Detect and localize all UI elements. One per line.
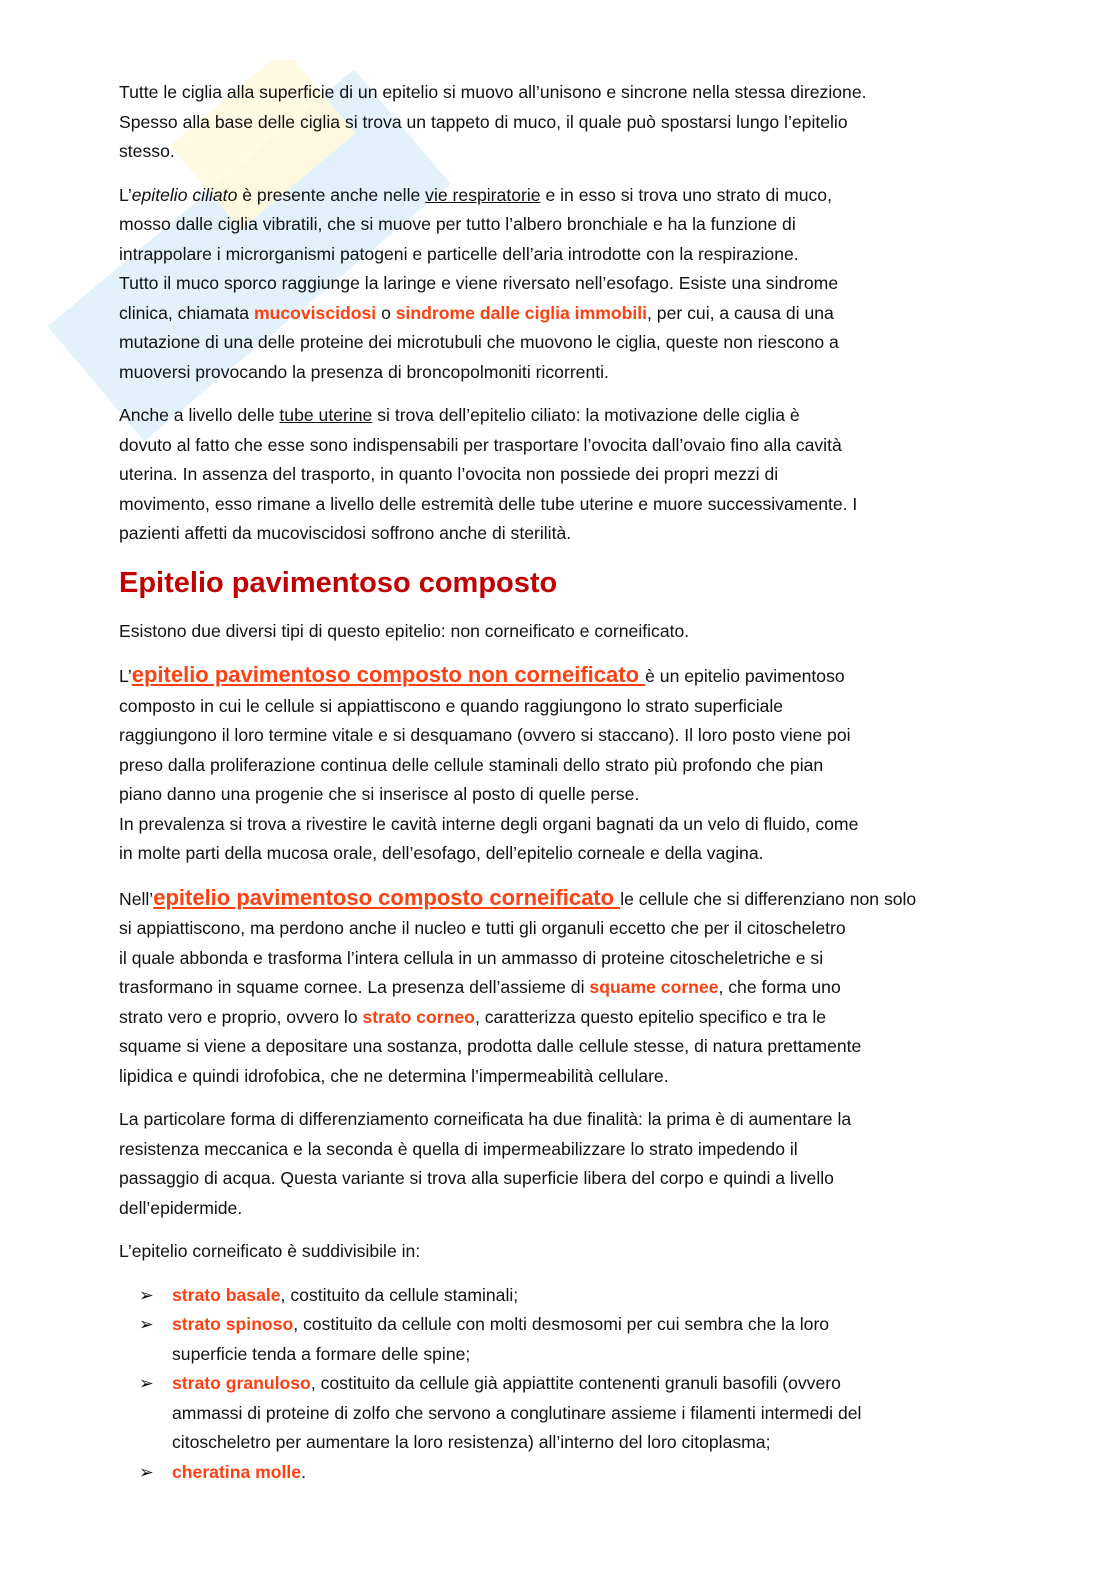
highlighted-term: sindrome dalle ciglia immobili — [395, 302, 648, 323]
text-run: dell’epidermide. — [119, 1197, 243, 1218]
highlighted-term: squame cornee — [589, 977, 719, 997]
text-line — [119, 1062, 1019, 1092]
text-run: trasformano in squame cornee. La presenza dell’assieme di — [119, 977, 590, 997]
text-line — [119, 1164, 1019, 1194]
text-run: intrappolare i microrganismi patogeni e particelle dell’aria introdotte con la respirazione. — [119, 243, 799, 264]
text-run: Spesso alla base delle ciglia si trova un tappeto di muco, il quale può spostarsi lungo l’epitelio — [119, 111, 848, 132]
text-line — [119, 780, 1019, 810]
text-line — [172, 1310, 1019, 1340]
text-run: Tutte le ciglia alla superficie di un epitelio si muovo all’unisono e sincrone nella stessa direzione. — [119, 82, 867, 102]
text-line — [119, 692, 1019, 722]
text-line — [172, 1399, 1019, 1429]
document-body — [119, 78, 1019, 1487]
text-line — [119, 240, 1019, 270]
list-item — [119, 1310, 1019, 1369]
text-run: si trova dell’epitelio ciliato: la motivazione delle ciglia è — [372, 405, 800, 425]
text-line — [119, 181, 1019, 211]
highlighted-term: epitelio pavimentoso composto non corneificato — [131, 662, 646, 687]
text-run: o — [376, 302, 396, 323]
bullet-list — [119, 1281, 1019, 1488]
highlighted-term: strato basale — [172, 1284, 281, 1305]
paragraph — [119, 883, 1019, 1092]
text-run: ammassi di proteine di zolfo che servono a conglutinare assieme i filamenti intermedi del — [172, 1402, 862, 1423]
highlighted-term: strato corneo — [362, 1006, 475, 1027]
list-item — [119, 1281, 1019, 1311]
text-line — [119, 78, 1019, 108]
text-line — [119, 751, 1019, 781]
text-run: strato vero e proprio, ovvero lo — [119, 1006, 363, 1027]
text-run: piano danno una progenie che si inserisce al posto di quelle perse. — [119, 784, 640, 804]
text-run: mutazione di una delle proteine dei microtubuli che muovono le ciglia, queste non riescono a — [119, 332, 839, 352]
paragraph — [119, 181, 1019, 388]
text-run: , per cui, a causa di una — [647, 302, 834, 323]
paragraph — [119, 1237, 1019, 1267]
text-run: lipidica e quindi idrofobica, che ne determina l’impermeabilità cellulare. — [119, 1065, 669, 1086]
text-run: le cellule che si differenziano non solo — [620, 888, 917, 909]
text-run: L’epitelio corneificato è suddivisibile in: — [119, 1241, 421, 1261]
text-line — [119, 519, 1019, 549]
list-item — [119, 1458, 1019, 1488]
list-item — [119, 1369, 1019, 1458]
text-line — [172, 1458, 1019, 1488]
text-line — [119, 1003, 1019, 1033]
text-run: , caratterizza questo epitelio specifico e tra le — [474, 1006, 827, 1027]
text-line — [119, 108, 1019, 138]
text-line — [172, 1281, 1019, 1311]
arrow-bullet-icon: ➢ — [139, 1284, 154, 1305]
text-run: muoversi provocando la presenza di broncopolmoniti ricorrenti. — [119, 361, 609, 382]
paragraph — [119, 78, 1019, 167]
text-line — [119, 328, 1019, 358]
text-line — [119, 1032, 1019, 1062]
text-run: Anche a livello delle — [119, 405, 280, 425]
text-line — [119, 617, 1019, 647]
text-line — [119, 944, 1019, 974]
text-line — [119, 914, 1019, 944]
text-run: , costituito da cellule con molti desmosomi per cui sembra che la loro — [293, 1314, 830, 1334]
paragraph — [119, 660, 1019, 869]
text-line — [119, 358, 1019, 388]
text-run: squame si viene a depositare una sostanza, prodotta dalle cellule stesse, di natura prettamente — [119, 1036, 862, 1056]
text-run: superficie tenda a formare delle spine; — [172, 1343, 471, 1364]
text-run: , costituito da cellule già appiattite contenenti granuli basofili (ovvero — [310, 1373, 841, 1393]
text-line — [119, 401, 1019, 431]
text-run: stesso. — [119, 141, 175, 161]
text-line — [119, 431, 1019, 461]
text-run: . — [301, 1461, 306, 1482]
text-run: dovuto al fatto che esse sono indispensabili per trasportare l’ovocita dall’ovaio fino alla cavità — [119, 434, 842, 455]
text-line — [119, 721, 1019, 751]
text-run: è presente anche nelle — [237, 184, 426, 205]
text-line — [119, 1105, 1019, 1135]
text-run: , che forma uno — [718, 977, 841, 997]
section-heading: Epitelio pavimentoso composto — [119, 566, 558, 599]
text-line — [119, 299, 1019, 329]
text-run: resistenza meccanica e la seconda è quella di impermeabilizzare lo strato impedendo il — [119, 1138, 798, 1159]
text-run: preso dalla proliferazione continua delle cellule staminali dello strato più profondo che pian — [119, 754, 824, 775]
arrow-bullet-icon: ➢ — [139, 1461, 154, 1482]
highlighted-term: cheratina molle — [172, 1461, 302, 1482]
text-line — [119, 839, 1019, 869]
text-run: La particolare forma di differenziamento corneificata ha due finalità: la prima è di aumentare la — [119, 1109, 852, 1129]
text-line — [119, 210, 1019, 240]
text-run: , costituito da cellule staminali; — [280, 1284, 519, 1305]
highlighted-term: epitelio pavimentoso composto corneificato — [153, 884, 621, 910]
text-run: Tutto il muco sporco raggiunge la laringe e viene riversato nell’esofago. Esiste una sindrome — [119, 273, 839, 293]
underlined-term: tube uterine — [279, 405, 373, 425]
text-line — [119, 269, 1019, 299]
text-run: composto in cui le cellule si appiattiscono e quando raggiungono lo strato superficiale — [119, 695, 784, 716]
text-line — [119, 460, 1019, 490]
text-line — [119, 1237, 1019, 1267]
text-line — [119, 660, 1019, 692]
text-line — [119, 1135, 1019, 1165]
text-run: Nell’ — [119, 888, 154, 909]
text-line — [119, 883, 1019, 915]
text-run: il quale abbonda e trasforma l’intera cellula in un ammasso di proteine citoscheletriche e si — [119, 947, 824, 968]
text-run: e in esso si trova uno strato di muco, — [540, 184, 832, 205]
text-run: uterina. In assenza del trasporto, in quanto l’ovocita non possiede dei propri mezzi di — [119, 464, 779, 484]
paragraph — [119, 401, 1019, 549]
text-run: raggiungono il loro termine vitale e si desquamano (ovvero si staccano). Il loro posto viene poi — [119, 725, 851, 745]
highlighted-term: strato granuloso — [172, 1373, 311, 1393]
text-run: In prevalenza si trova a rivestire le cavità interne degli organi bagnati da un velo di fluido, come — [119, 813, 859, 834]
text-line — [172, 1340, 1019, 1370]
text-run: in molte parti della mucosa orale, dell’esofago, dell’epitelio corneale e della vagina. — [119, 843, 764, 863]
text-run: clinica, chiamata — [119, 302, 254, 323]
arrow-bullet-icon: ➢ — [139, 1373, 154, 1393]
text-line — [172, 1428, 1019, 1458]
text-run: L’ — [119, 666, 132, 686]
italic-term: epitelio ciliato — [131, 184, 238, 205]
text-run: mosso dalle ciglia vibratili, che si muove per tutto l’albero bronchiale e ha la funzione di — [119, 214, 796, 234]
text-run: movimento, esso rimane a livello delle estremità delle tube uterine e muore successivamente. I — [119, 493, 858, 514]
text-line — [172, 1369, 1019, 1399]
underlined-term: vie respiratorie — [425, 184, 541, 205]
paragraph — [119, 1105, 1019, 1223]
text-run: passaggio di acqua. Questa variante si trova alla superficie libera del corpo e quindi a livello — [119, 1168, 834, 1188]
text-line — [119, 973, 1019, 1003]
arrow-bullet-icon: ➢ — [139, 1314, 154, 1334]
text-run: citoscheletro per aumentare la loro resistenza) all’interno del loro citoplasma; — [172, 1432, 771, 1452]
text-line — [119, 137, 1019, 167]
text-line — [119, 810, 1019, 840]
highlighted-term: mucoviscidosi — [253, 302, 377, 323]
text-line — [119, 1194, 1019, 1224]
text-run: è un epitelio pavimentoso — [645, 666, 845, 686]
paragraph — [119, 617, 1019, 647]
text-run: Esistono due diversi tipi di questo epitelio: non corneificato e corneificato. — [119, 620, 690, 641]
highlighted-term: strato spinoso — [172, 1314, 294, 1334]
text-run: si appiattiscono, ma perdono anche il nucleo e tutti gli organuli eccetto che per il citoscheletro — [119, 918, 846, 938]
text-line — [119, 490, 1019, 520]
text-run: L’ — [119, 184, 132, 205]
text-run: pazienti affetti da mucoviscidosi soffrono anche di sterilità. — [119, 523, 572, 543]
